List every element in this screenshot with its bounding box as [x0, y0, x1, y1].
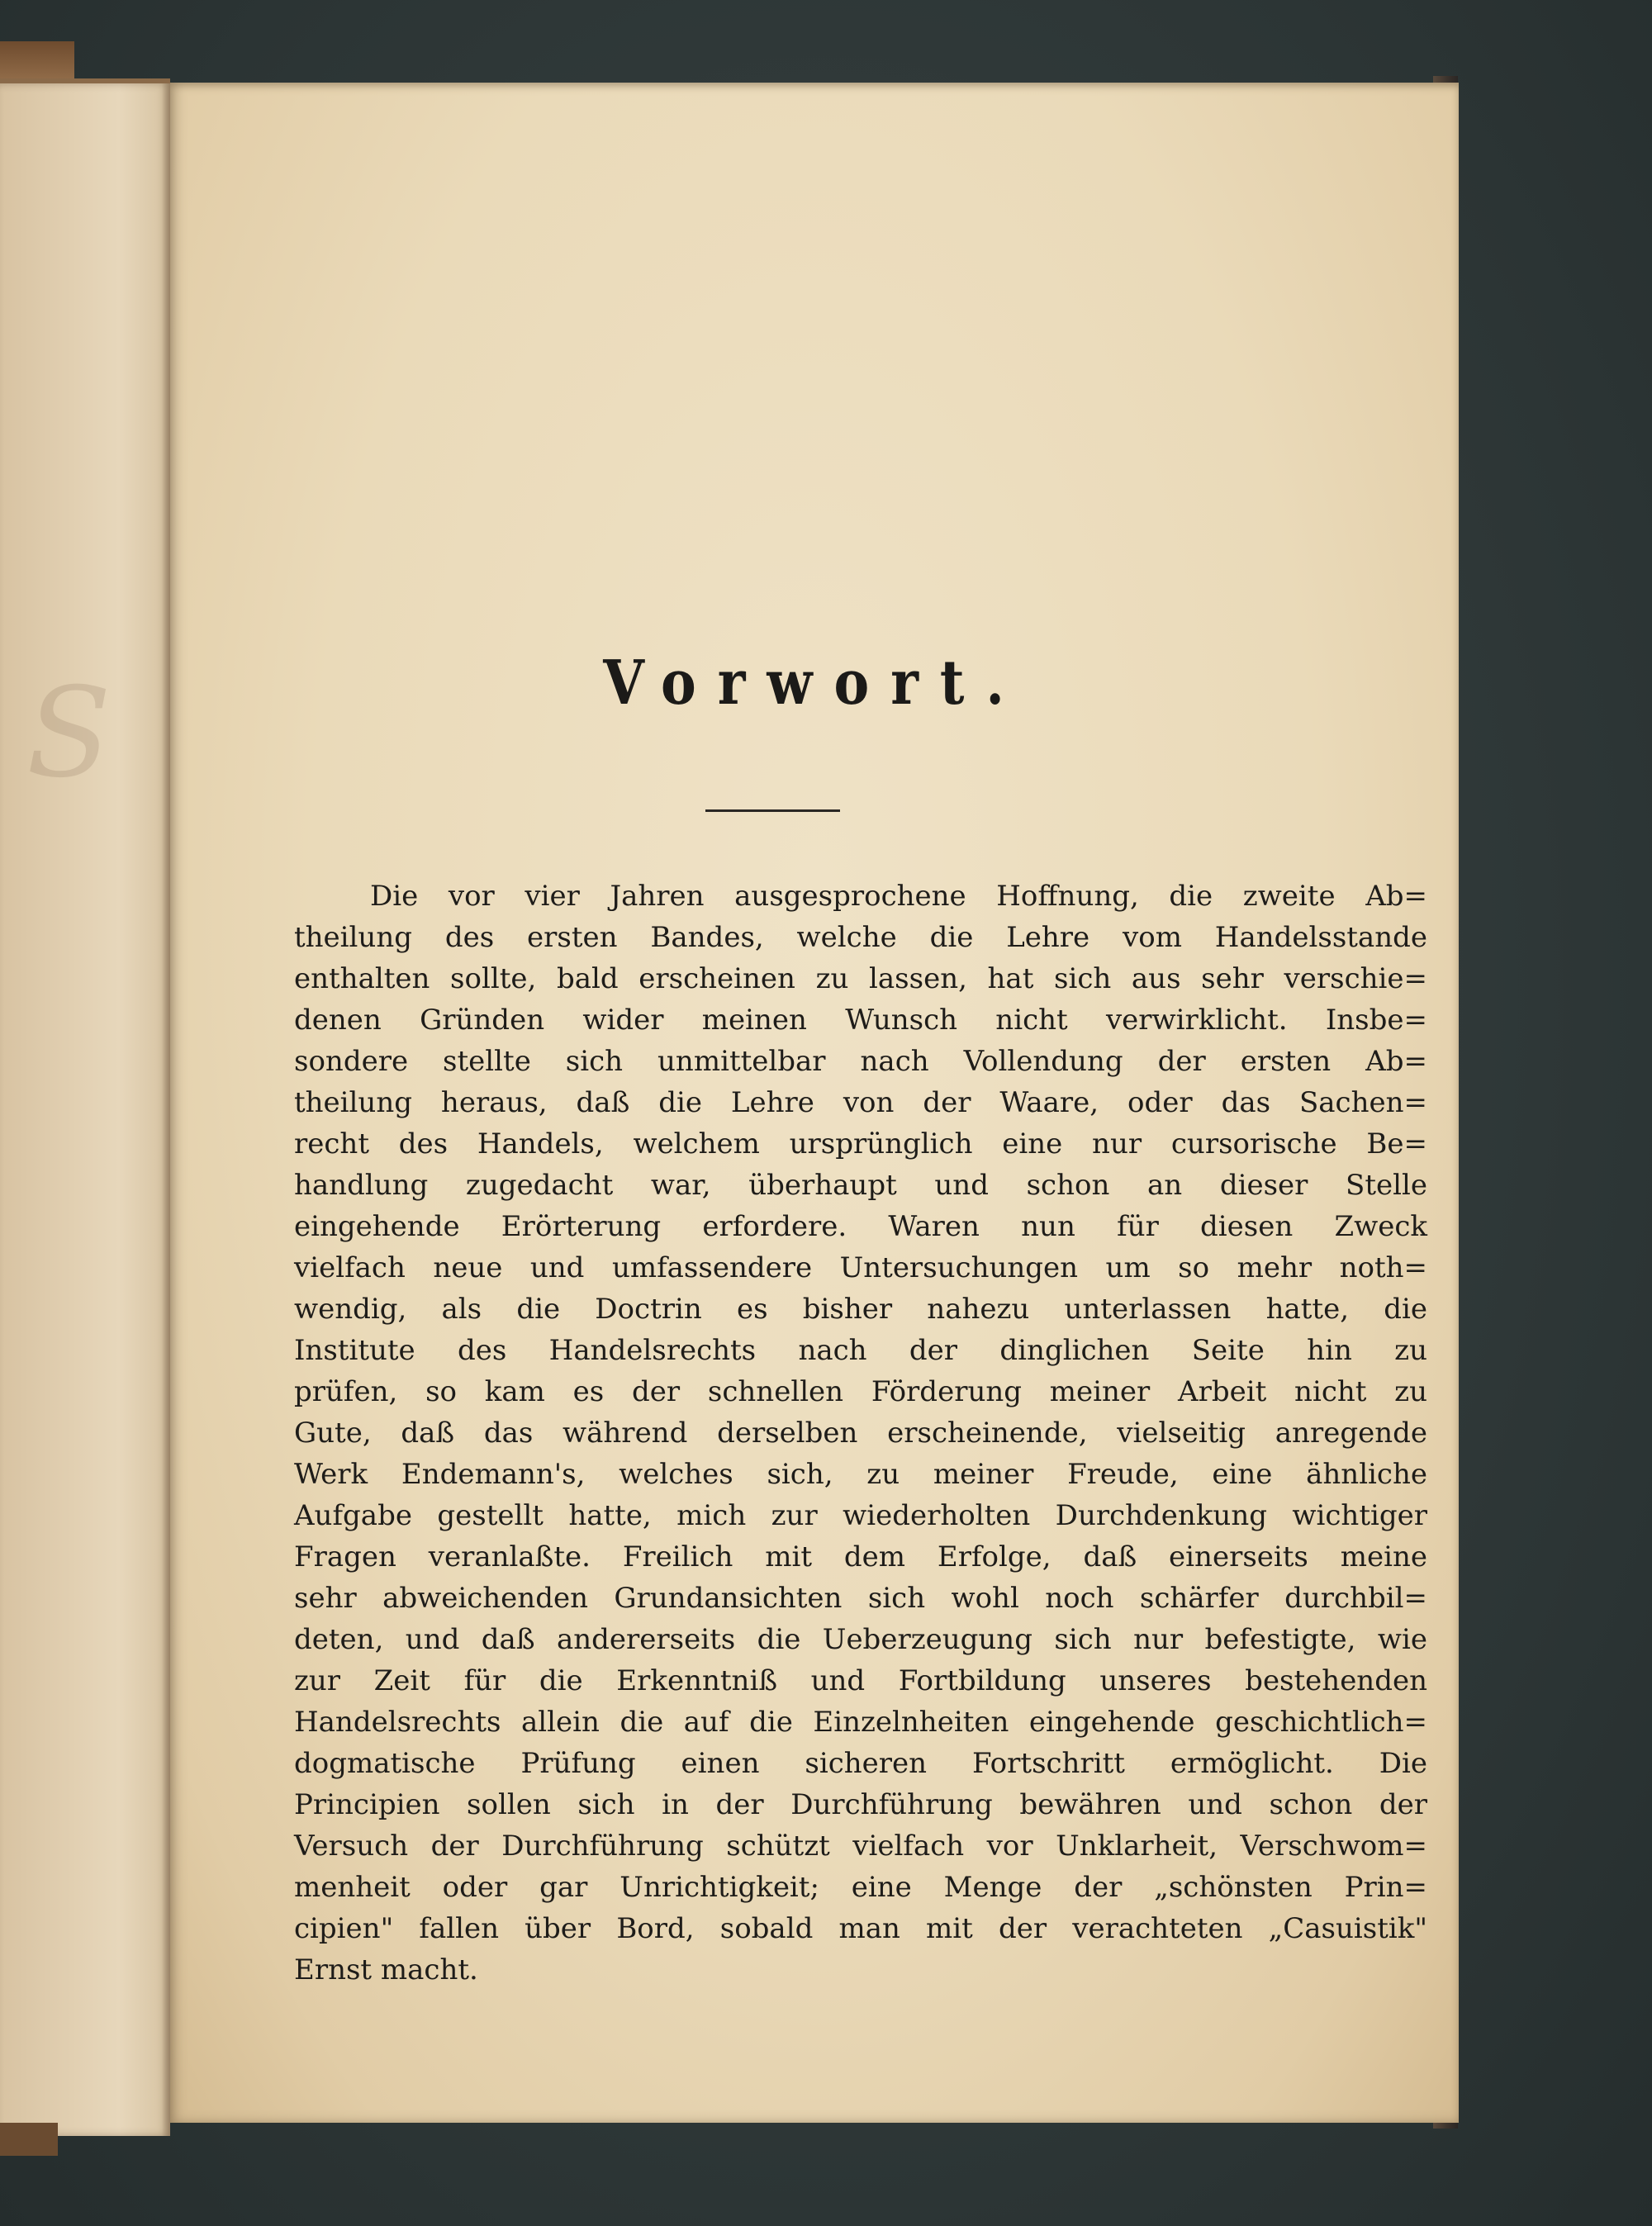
text-line: Die vor vier Jahren ausgesprochene Hoffnung, die zweite Ab= [370, 880, 1427, 913]
left-cover-bottom-edge [0, 2123, 58, 2156]
text-line: Versuch der Durchführung schützt vielfach vor Unklarheit, Verschwom= [294, 1830, 1427, 1863]
text-line: zur Zeit für die Erkenntniß und Fortbildung unseres bestehenden [294, 1664, 1427, 1697]
text-line: denen Gründen wider meinen Wunsch nicht verwirklicht. Insbe= [294, 1004, 1427, 1037]
text-line: handlung zugedacht war, überhaupt und schon an dieser Stelle [294, 1169, 1427, 1202]
text-line: Aufgabe gestellt hatte, mich zur wiederholten Durchdenkung wichtiger [294, 1499, 1427, 1532]
text-line: wendig, als die Doctrin es bisher nahezu unterlassen hatte, die [294, 1293, 1427, 1326]
text-line: Institute des Handelsrechts nach der dinglichen Seite hin zu [294, 1334, 1427, 1367]
text-line: theilung heraus, daß die Lehre von der Waare, oder das Sachen= [294, 1086, 1427, 1119]
text-line: deten, und daß andererseits die Ueberzeugung sich nur befestigte, wie [294, 1623, 1427, 1656]
text-line: sehr abweichenden Grundansichten sich wohl noch schärfer durchbil= [294, 1582, 1427, 1615]
book-page [170, 83, 1459, 2123]
text-line: Ernst macht. [294, 1953, 478, 1986]
text-line: Fragen veranlaßte. Freilich mit dem Erfolge, daß einerseits meine [294, 1540, 1427, 1573]
text-line: dogmatische Prüfung einen sicheren Fortschritt ermöglicht. Die [294, 1747, 1427, 1780]
left-facing-page [0, 78, 170, 2136]
text-line: eingehende Erörterung erfordere. Waren nun für diesen Zweck [294, 1210, 1427, 1243]
text-line: cipien" fallen über Bord, sobald man mit der verachteten „Casuistik" [294, 1912, 1427, 1945]
text-line: Werk Endemann's, welches sich, zu meiner Freude, eine ähnliche [294, 1458, 1427, 1491]
text-line: Principien sollen sich in der Durchführung bewähren und schon der [294, 1788, 1427, 1821]
body-paragraph [294, 876, 1427, 1991]
text-line: enthalten sollte, bald erscheinen zu lassen, hat sich aus sehr verschie= [294, 962, 1427, 995]
text-line: recht des Handels, welchem ursprünglich eine nur cursorische Be= [294, 1127, 1427, 1160]
title-divider [705, 809, 840, 812]
left-page-bleed-mark: S [26, 662, 112, 805]
text-line: menheit oder gar Unrichtigkeit; eine Menge der „schönsten Prin= [294, 1871, 1427, 1904]
page-title: Vorwort. [603, 648, 1026, 719]
text-line: sondere stellte sich unmittelbar nach Vollendung der ersten Ab= [294, 1045, 1427, 1078]
text-line: Handelsrechts allein die auf die Einzelnheiten eingehende geschichtlich= [294, 1706, 1427, 1739]
text-line: Gute, daß das während derselben erscheinende, vielseitig anregende [294, 1417, 1427, 1450]
text-line: vielfach neue und umfassendere Untersuchungen um so mehr noth= [294, 1251, 1427, 1284]
text-line: prüfen, so kam es der schnellen Förderung meiner Arbeit nicht zu [294, 1375, 1427, 1408]
text-line: theilung des ersten Bandes, welche die Lehre vom Handelsstande [294, 921, 1427, 954]
